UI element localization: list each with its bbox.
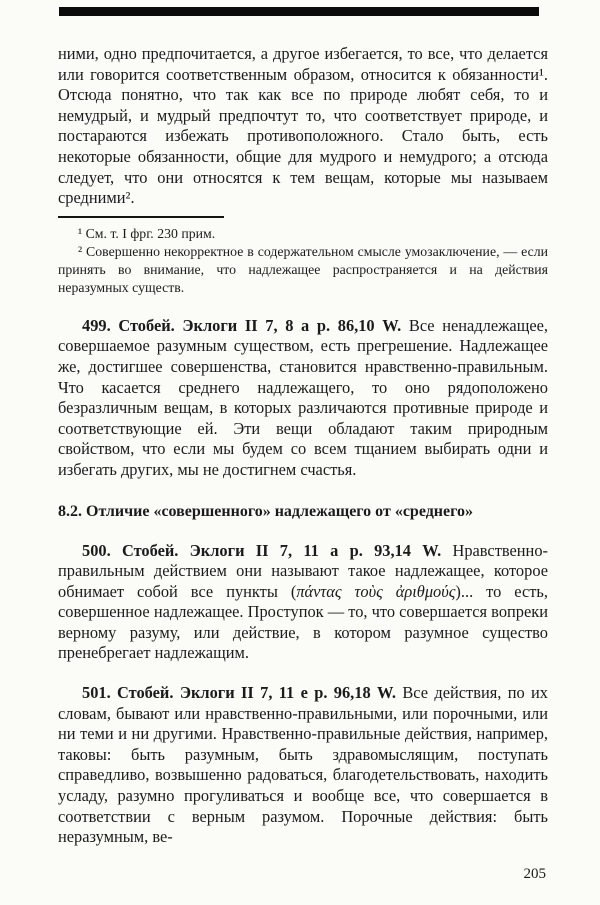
footnote-separator-rule [58, 216, 224, 218]
greek-phrase: πάντας τοὺς ἀριθμούς [296, 581, 456, 601]
continuation-paragraph: ними, одно предпочитается, а другое избегается, то все, что делается или говорится соответственным образом, относится к обязанности¹. Отсюда понятно, что так как все по природе любят себя, то и немудрый, и мудрый предпочтут то, что соответствует природе, и постараются избежать противоположного. Стало быть, есть некоторые обязанности, общие для мудрого и немудрого; а отсюда следует, что они относятся к тем вещам, которые мы называем средними². [58, 44, 548, 208]
fragment-501 [58, 683, 548, 848]
fragment-500-text-after: )... то есть, совершенное надлежащее. Проступок — то, что совершается вопреки верному разуму, или действие, в котором разумное существо пренебрегает надлежащим. [58, 581, 548, 663]
fragment-501-text: Все действия, по их словам, бывают или нравственно-правильными, или порочными, или ни теми и ни другими. Нравственно-правильные действия, например, таковы: быть разумным, быть здравомыслящим, поступать справедливо, возвышенно радоваться, благодетельствовать, находить усладу, разумно прогуливаться и вообще все, что совершается в соответствии с верным разумом. Порочные действия: быть неразумным, ве- [58, 683, 548, 847]
fragment-501-citation: 501. Стобей. Эклоги II 7, 11 е р. 96,18 W. [82, 683, 396, 703]
fragment-500-text-before: Нравственно-правильным действием они называют такое надлежащее, которое обнимает собой все пункты ( [58, 540, 548, 601]
fragment-499-citation: 499. Стобей. Эклоги II 7, 8 а р. 86,10 W. [82, 315, 402, 335]
footnote-1: ¹ См. т. I фрг. 230 прим. [78, 225, 216, 241]
page-number: 205 [523, 866, 546, 882]
fragment-500-citation: 500. Стобей. Эклоги II 7, 11 а р. 93,14 W. [82, 540, 442, 560]
footnote-2: ² Совершенно некорректное в содержательном смысле умозаключение, — если принять во внимание, что надлежащее распространяется и на действия неразумных существ. [58, 243, 548, 295]
scan-artifact-bar [59, 7, 539, 16]
fragment-499 [58, 316, 548, 481]
fragment-499-text: Все ненадлежащее, совершаемое разумным существом, есть прегрешение. Надлежащее же, достигшее совершенства, становится нравственно-правильным. Что касается среднего надлежащего, то оно рядоположено безразличным вещам, в которых различаются противные природе и соответствующие ей. Эти вещи обладают таким природным свойством, что если мы будем со всем тщанием выбирать одни и избегать других, мы не достигнем счастья. [58, 315, 548, 479]
fragment-500 [58, 541, 548, 665]
page-content [0, 44, 600, 848]
section-heading: 8.2. Отличие «совершенного» надлежащего от «среднего» [58, 502, 473, 520]
footnotes-block [58, 225, 548, 297]
